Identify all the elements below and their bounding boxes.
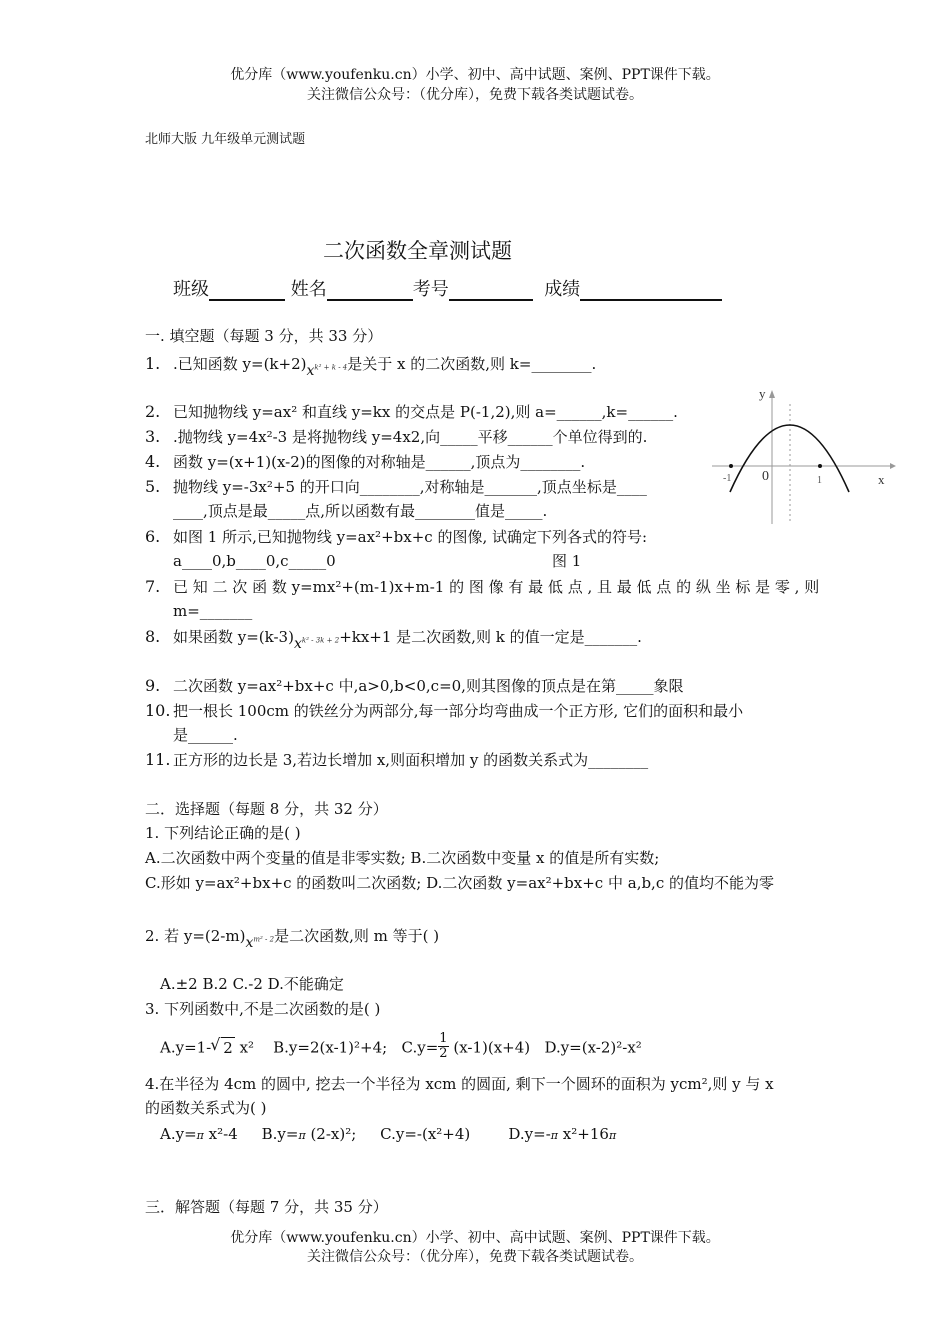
question-1-6-cont: a____0,b____0,c_____0 <box>173 552 336 570</box>
choice-q2-stem: 2. 若 $y=(2-m)x^{m^2 - 2}$是二次函数,则 m 等于( ) <box>145 927 440 951</box>
figure-1-caption: 图 1 <box>552 552 582 570</box>
y-axis-arrow <box>769 390 775 398</box>
choice-q1-options-cd: C.形如 y=ax²+bx+c 的函数叫二次函数; D.二次函数 y=ax²+bx+c 中 a,b,c 的值均不能为零 <box>145 874 774 892</box>
exam-no-blank[interactable] <box>449 283 533 301</box>
question-1-1: 1. .已知函数 $y=(k+2)x^{k^2 + k - 4}$是关于 x 的二次函数,则 k=________. <box>145 354 597 379</box>
point-one <box>818 464 822 468</box>
class-blank[interactable] <box>209 283 285 301</box>
choice-q3-options: A.y=1-√ 2 x² B.y=2(x-1)²+4; C.y= $\frac{1}{2}$ (x-1)(x+4) D.y=(x-2)²-x² <box>160 1034 642 1063</box>
exam-no-label: 考号 <box>412 279 449 300</box>
choice-q4-stem: 4.在半径为 4cm 的圆中, 挖去一个半径为 xcm 的圆面, 剩下一个圆环的面积为 ycm²,则 y 与 x <box>145 1075 774 1093</box>
origin-label: 0 <box>762 469 769 484</box>
score-blank[interactable] <box>580 283 722 301</box>
question-1-6: 6. 如图 1 所示,已知抛物线 y=ax²+bx+c 的图像, 试确定下列各式的符号: <box>145 527 648 546</box>
x-axis-arrow <box>890 463 896 469</box>
question-1-7-cont: m=_______ <box>173 602 253 620</box>
site-header-line1: 优分库（www.youfenku.cn）小学、初中、高中试题、案例、PPT课件下载。 <box>230 67 720 83</box>
question-1-11: 11. 正方形的边长是 3,若边长增加 x,则面积增加 y 的函数关系式为________ <box>145 750 649 769</box>
choice-q4-stem-cont: 的函数关系式为( ) <box>145 1099 267 1117</box>
name-label: 姓名 <box>290 279 327 300</box>
choice-q3-stem: 3. 下列函数中,不是二次函数的是( ) <box>145 1000 381 1018</box>
class-label: 班级 <box>173 279 209 300</box>
score-label: 成绩 <box>544 279 581 300</box>
question-1-3: 3. .抛物线 y=4x²-3 是将抛物线 y=4x2,向_____平移______个单位得到的. <box>145 427 648 446</box>
site-footer-line1: 优分库（www.youfenku.cn）小学、初中、高中试题、案例、PPT课件下载。 <box>230 1230 720 1246</box>
site-footer-line2: 关注微信公众号：（优分库），免费下载各类试题试卷。 <box>307 1249 643 1265</box>
choice-q1-options-ab: A.二次函数中两个变量的值是非零实数; B.二次函数中变量 x 的值是所有实数; <box>145 849 660 867</box>
question-1-4: 4. 函数 y=(x+1)(x-2)的图像的对称轴是______,顶点为________. <box>145 452 586 471</box>
fraction-one-half: $\frac{1}{2}$ <box>439 1031 448 1061</box>
edition-label: 北师大版 九年级单元测试题 <box>145 132 306 147</box>
choice-q1-stem: 1. 下列结论正确的是( ) <box>145 824 301 842</box>
question-1-5: 5. 抛物线 y=-3x²+5 的开口向________,对称轴是_______,顶点坐标是____ <box>145 477 647 496</box>
name-blank[interactable] <box>327 283 413 301</box>
question-1-7: 7. 已 知 二 次 函 数 y=mx²+(m-1)x+m-1 的 图 像 有 最 低 点 , 且 最 低 点 的 纵 坐 标 是 零 , 则 <box>145 577 820 596</box>
page-title: 二次函数全章测试题 <box>323 239 512 263</box>
one-label: 1 <box>817 475 822 486</box>
section2-heading: 二．选择题（每题 8 分，共 32 分） <box>145 800 388 818</box>
question-1-9: 9. 二次函数 y=ax²+bx+c 中,a>0,b<0,c=0,则其图像的顶点是在第_____象限 <box>145 676 684 695</box>
sqrt-symbol: √ 2 <box>221 1037 235 1058</box>
question-1-2: 2. 已知抛物线 y=ax² 和直线 y=kx 的交点是 P(-1,2),则 a=______,k=______. <box>145 402 678 421</box>
question-1-10: 10. 把一根长 100cm 的铁丝分为两部分,每一部分均弯曲成一个正方形, 它们的面积和最小 <box>145 701 744 720</box>
question-1-10-cont: 是______. <box>173 726 238 744</box>
site-header-line2: 关注微信公众号：（优分库），免费下载各类试题试卷。 <box>307 87 643 103</box>
point-neg-one <box>729 464 733 468</box>
y-label: y <box>759 386 766 401</box>
choice-q4-options: A.y=π x²-4 B.y=π (2-x)²; C.y=-(x²+4) D.y=-π x²+16π <box>160 1125 617 1143</box>
question-1-5-cont: ____,顶点是最_____点,所以函数有最________值是_____. <box>173 502 548 520</box>
section1-heading: 一. 填空题（每题 3 分，共 33 分） <box>145 327 383 345</box>
neg-one-label: -1 <box>723 473 732 484</box>
x-label: x <box>878 472 885 487</box>
figure-1-parabola-graph <box>712 384 898 530</box>
student-info-line <box>173 275 722 301</box>
choice-q2-options: A.±2 B.2 C.-2 D.不能确定 <box>160 975 344 993</box>
question-1-8: 8. 如果函数 $y=(k-3)x^{k^2 - 3k + 2}+kx+1$ 是二次函数,则 k 的值一定是_______. <box>145 627 642 652</box>
section3-heading: 三．解答题（每题 7 分，共 35 分） <box>145 1198 388 1216</box>
